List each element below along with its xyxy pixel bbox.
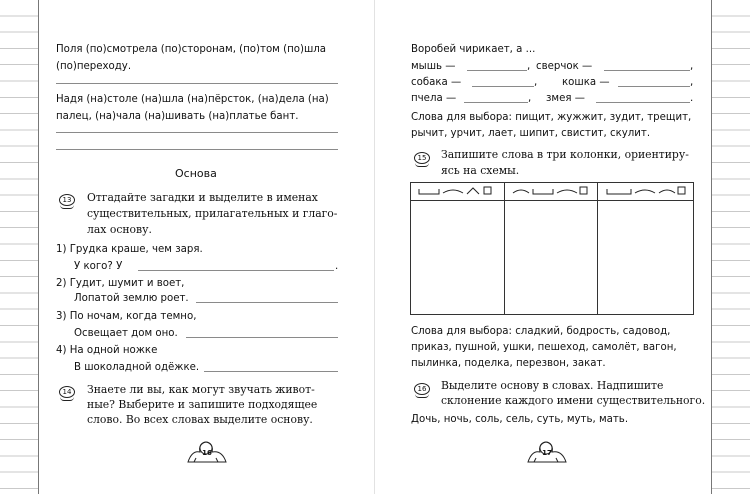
exercise-sentence: Поля (по)смотрела (по)сторонам, (по)том (по)шла: [56, 44, 327, 55]
task-15-text: ясь на схемы.: [441, 164, 520, 177]
exercise-sentence: палец, (на)чала (на)шивать (на)платье бант.: [56, 111, 299, 122]
separator: ,: [690, 61, 694, 72]
word-choice-line: Слова для выбора: сладкий, бодрость, садовод,: [411, 326, 671, 337]
answer-line[interactable]: [56, 83, 338, 84]
riddle-line: У кого? У: [74, 261, 123, 272]
riddle-line: 3) По ночам, когда темно,: [56, 311, 197, 322]
right-page-edge: [711, 0, 750, 494]
answer-line[interactable]: [464, 102, 528, 103]
task-16-words: Дочь, ночь, соль, сель, суть, муть, мать.: [411, 414, 629, 425]
separator: ,: [690, 77, 694, 88]
animal-word: собака —: [411, 77, 462, 88]
task-14-badge: [59, 385, 75, 401]
answer-line[interactable]: [138, 270, 334, 271]
page-number-16: [184, 436, 230, 466]
riddle-line: Освещает дом оно.: [74, 328, 178, 339]
three-column-table: [410, 182, 694, 315]
task-number: 13: [59, 194, 75, 206]
word-scheme-icon: [605, 186, 687, 196]
task-number: 15: [414, 152, 430, 164]
answer-line[interactable]: [186, 337, 338, 338]
task-15-badge: [414, 151, 430, 167]
task-16-badge: [414, 382, 430, 398]
answer-line[interactable]: [56, 132, 338, 133]
column-scheme-1: [411, 183, 505, 201]
answer-line[interactable]: [196, 302, 338, 303]
word-scheme-icon: [511, 186, 591, 196]
answer-line[interactable]: [204, 371, 338, 372]
riddle-line: 4) На одной ножке: [56, 345, 158, 356]
task-14-text: Знаете ли вы, как могут звучать живот-: [87, 383, 315, 396]
answer-line[interactable]: [56, 149, 338, 150]
separator: ,: [528, 93, 532, 104]
page-number: 17: [542, 449, 552, 457]
animal-word: пчела —: [411, 93, 457, 104]
animal-word: змея —: [546, 93, 585, 104]
task-14-text: слово. Во всех словах выделите основу.: [87, 413, 313, 426]
task-13-text: Отгадайте загадки и выделите в именах: [87, 191, 318, 204]
left-page-edge: [0, 0, 39, 494]
separator: ,: [527, 61, 531, 72]
column-answer-1[interactable]: [411, 201, 505, 315]
column-answer-3[interactable]: [598, 201, 694, 315]
answer-line[interactable]: [472, 86, 534, 87]
riddle-end: .: [335, 261, 339, 272]
word-choice-line: приказ, пушной, ушки, пешеход, самолёт, вагон,: [411, 342, 677, 353]
task-14-text: ные? Выберите и запишите подходящее: [87, 398, 318, 411]
answer-line[interactable]: [618, 86, 690, 87]
riddle-line: 1) Грудка краше, чем заря.: [56, 244, 203, 255]
word-scheme-icon: [417, 186, 497, 196]
answer-line[interactable]: [467, 70, 527, 71]
book-icon: [415, 163, 429, 167]
task-13-text: лах основу.: [87, 223, 152, 236]
page-gutter: [374, 0, 375, 494]
animal-word: мышь —: [411, 61, 456, 72]
page-number: 16: [202, 449, 212, 457]
animal-word: кошка —: [562, 77, 610, 88]
book-icon: [415, 394, 429, 398]
word-choice-line: рычит, урчит, лает, шипит, свистит, скулит.: [411, 128, 651, 139]
riddle-line: В шоколадной одёжке.: [74, 362, 200, 373]
answer-line[interactable]: [604, 70, 690, 71]
exercise-sentence: Надя (на)столе (на)шла (на)пёрсток, (на)дела (на): [56, 94, 329, 105]
word-choice-line: пылинка, поделка, перезвон, закат.: [411, 358, 606, 369]
column-answer-2[interactable]: [504, 201, 598, 315]
riddle-line: 2) Гудит, шумит и воет,: [56, 278, 185, 289]
animal-word: сверчок —: [536, 61, 593, 72]
column-scheme-2: [504, 183, 598, 201]
word-choice-line: Слова для выбора: пищит, жужжит, зудит, трещит,: [411, 112, 692, 123]
page-number-17: [524, 436, 570, 466]
task-number: 16: [414, 383, 430, 395]
task-16-text: склонение каждого имени существительного.: [441, 394, 706, 407]
book-icon: [60, 205, 74, 209]
answer-line[interactable]: [596, 102, 690, 103]
book-icon: [60, 397, 74, 401]
task-13-text: существительных, прилагательных и глаго-: [87, 207, 338, 220]
separator: ,: [534, 77, 538, 88]
task-16-text: Выделите основу в словах. Надпишите: [441, 379, 664, 392]
riddle-line: Лопатой землю роет.: [74, 293, 189, 304]
column-scheme-3: [598, 183, 694, 201]
task-13-badge: [59, 193, 75, 209]
separator: .: [690, 93, 694, 104]
section-title: Основа: [175, 167, 217, 180]
exercise-sentence: (по)переходу.: [56, 61, 132, 72]
intro-line: Воробей чирикает, а ...: [411, 44, 536, 55]
task-number: 14: [59, 386, 75, 398]
task-15-text: Запишите слова в три колонки, ориентиру-: [441, 148, 689, 161]
